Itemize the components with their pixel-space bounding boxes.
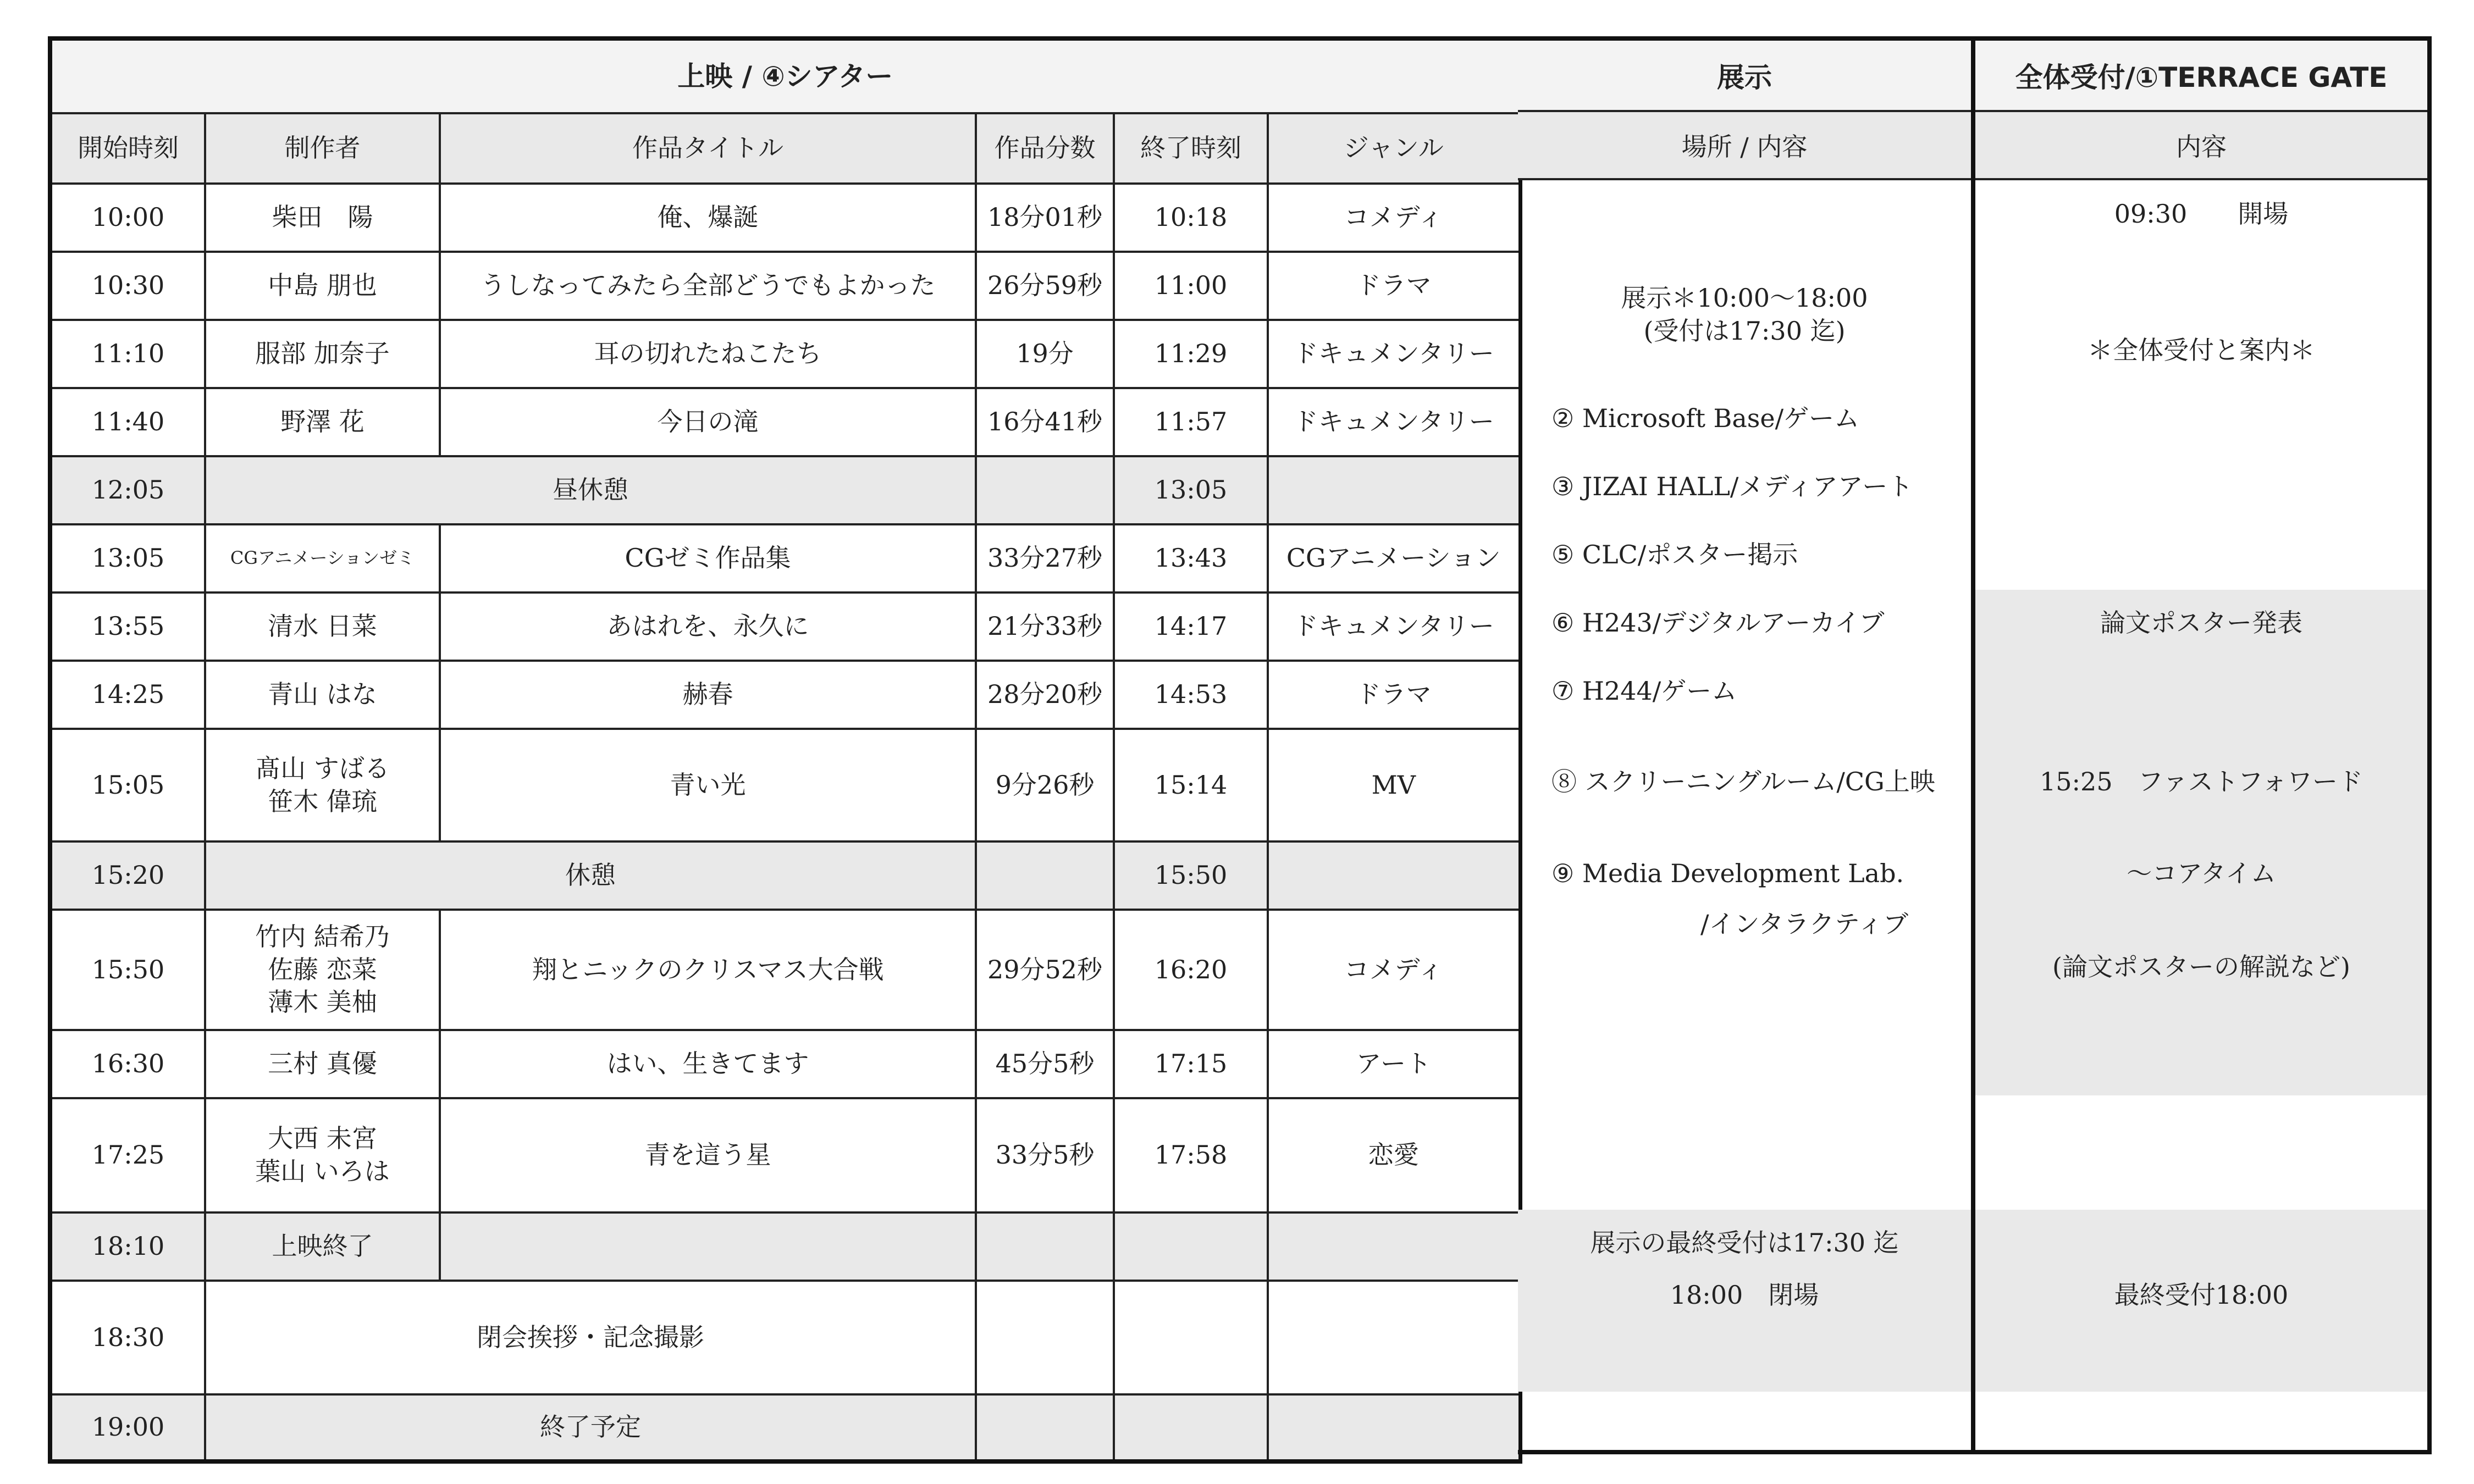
duration: 9分26秒 xyxy=(976,729,1114,841)
work-title: 今日の滝 xyxy=(440,388,976,456)
creator: 柴田 陽 xyxy=(205,184,440,252)
theater-title: 上映 / ④シアター xyxy=(50,38,1520,113)
duration: 28分20秒 xyxy=(976,661,1114,729)
reception-last-entry: 最終受付18:00 xyxy=(2114,1280,2289,1310)
reception-subheader: 内容 xyxy=(1975,112,2427,180)
creator: 中島 朋也 xyxy=(205,252,440,320)
end-time: 11:29 xyxy=(1114,320,1268,388)
genre xyxy=(1268,1394,1520,1461)
duration: 33分27秒 xyxy=(976,524,1114,593)
start-time: 15:50 xyxy=(50,910,205,1030)
work-title: あはれを、永久に xyxy=(440,593,976,661)
duration xyxy=(976,456,1114,524)
core-time: ～コアタイム xyxy=(2127,859,2276,888)
work-title xyxy=(440,1212,976,1281)
start-time: 12:05 xyxy=(50,456,205,524)
event-label: 閉会挨拶・記念撮影 xyxy=(205,1281,976,1394)
venue-item: ⑥ H243/デジタルアーカイブ xyxy=(1551,608,1885,638)
duration: 33分5秒 xyxy=(976,1098,1114,1212)
venue-item: ⑧ スクリーニングルーム/CG上映 xyxy=(1551,767,1935,796)
exhibit-closing: 18:00 閉場 xyxy=(1670,1280,1819,1310)
end-time xyxy=(1114,1394,1268,1461)
genre xyxy=(1268,1212,1520,1281)
genre: 恋愛 xyxy=(1268,1098,1520,1212)
start-time: 16:30 xyxy=(50,1030,205,1098)
schedule-row xyxy=(50,1212,1520,1281)
schedule-row xyxy=(50,320,1520,388)
schedule-row xyxy=(50,729,1520,841)
end-time: 13:43 xyxy=(1114,524,1268,593)
start-time: 18:30 xyxy=(50,1281,205,1394)
schedule-row xyxy=(50,524,1520,593)
venue-item: ⑨ Media Development Lab. xyxy=(1551,859,1904,888)
schedule-row xyxy=(50,184,1520,252)
duration xyxy=(976,1394,1114,1461)
schedule-row xyxy=(50,1281,1520,1394)
start-time: 13:55 xyxy=(50,593,205,661)
work-title: 俺、爆誕 xyxy=(440,184,976,252)
schedule-row xyxy=(50,910,1520,1030)
end-time: 11:00 xyxy=(1114,252,1268,320)
opening-time: 09:30 開場 xyxy=(2114,199,2289,229)
start-time: 10:00 xyxy=(50,184,205,252)
fast-forward: 15:25 ファストフォワード xyxy=(2040,767,2363,796)
genre: コメディ xyxy=(1268,910,1520,1030)
poster-band xyxy=(1975,590,2427,1095)
start-time: 11:10 xyxy=(50,320,205,388)
duration xyxy=(976,841,1114,910)
creator: 服部 加奈子 xyxy=(205,320,440,388)
column-header: 制作者 xyxy=(205,113,440,184)
schedule-row xyxy=(50,388,1520,456)
duration xyxy=(976,1281,1114,1394)
genre: CGアニメーション xyxy=(1268,524,1520,593)
genre: ドキュメンタリー xyxy=(1268,593,1520,661)
schedule-row xyxy=(50,661,1520,729)
work-title: CGゼミ作品集 xyxy=(440,524,976,593)
venue-item: ⑦ H244/ゲーム xyxy=(1551,676,1737,706)
creator: 清水 日菜 xyxy=(205,593,440,661)
genre xyxy=(1268,841,1520,910)
work-title: 赫春 xyxy=(440,661,976,729)
event-label: 昼休憩 xyxy=(205,456,976,524)
start-time: 17:25 xyxy=(50,1098,205,1212)
exhibit-subheader: 場所 / 内容 xyxy=(1518,112,1971,180)
schedule-row xyxy=(50,593,1520,661)
duration: 19分 xyxy=(976,320,1114,388)
creator: CGアニメーションゼミ xyxy=(205,524,440,593)
venue-item: ③ JIZAI HALL/メディアアート xyxy=(1551,472,1913,501)
work-title: うしなってみたら全部どうでもよかった xyxy=(440,252,976,320)
genre: ドラマ xyxy=(1268,252,1520,320)
venue-item: ② Microsoft Base/ゲーム xyxy=(1551,403,1860,433)
genre: MV xyxy=(1268,729,1520,841)
creator: 青山 はな xyxy=(205,661,440,729)
creator: 野澤 花 xyxy=(205,388,440,456)
start-time: 14:25 xyxy=(50,661,205,729)
end-time: 17:15 xyxy=(1114,1030,1268,1098)
genre: コメディ xyxy=(1268,184,1520,252)
column-header: ジャンル xyxy=(1268,113,1520,184)
end-time: 15:50 xyxy=(1114,841,1268,910)
creator: 竹内 結希乃 佐藤 恋菜 薄木 美柚 xyxy=(205,910,440,1030)
duration: 26分59秒 xyxy=(976,252,1114,320)
end-time xyxy=(1114,1212,1268,1281)
end-time: 10:18 xyxy=(1114,184,1268,252)
end-time: 13:05 xyxy=(1114,456,1268,524)
poster-presentation: 論文ポスター発表 xyxy=(2100,608,2302,638)
reception-title: 全体受付/①TERRACE GATE xyxy=(1975,41,2427,112)
genre: ドキュメンタリー xyxy=(1268,388,1520,456)
duration: 18分01秒 xyxy=(976,184,1114,252)
duration: 29分52秒 xyxy=(976,910,1114,1030)
start-time: 18:10 xyxy=(50,1212,205,1281)
end-time: 14:17 xyxy=(1114,593,1268,661)
end-time: 15:14 xyxy=(1114,729,1268,841)
creator: 髙山 すばる 笹木 偉琉 xyxy=(205,729,440,841)
genre: ドラマ xyxy=(1268,661,1520,729)
genre xyxy=(1268,1281,1520,1394)
work-title: はい、生きてます xyxy=(440,1030,976,1098)
theater-schedule-table xyxy=(48,36,1522,1464)
exhibit-last-entry: 展示の最終受付は17:30 迄 xyxy=(1590,1228,1899,1258)
event-label: 終了予定 xyxy=(205,1394,976,1461)
duration: 45分5秒 xyxy=(976,1030,1114,1098)
start-time: 11:40 xyxy=(50,388,205,456)
exhibit-hours: 展示＊10:00〜18:00 xyxy=(1621,283,1868,313)
schedule-row xyxy=(50,1394,1520,1461)
end-time: 14:53 xyxy=(1114,661,1268,729)
venue-item: /インタラクティブ xyxy=(1700,909,1908,939)
venue-item: ⑤ CLC/ポスター掲示 xyxy=(1551,540,1798,569)
genre: アート xyxy=(1268,1030,1520,1098)
work-title: 耳の切れたねこたち xyxy=(440,320,976,388)
exhibit-reception-note: (受付は17:30 迄) xyxy=(1643,316,1846,346)
event-label: 休憩 xyxy=(205,841,976,910)
start-time: 15:20 xyxy=(50,841,205,910)
schedule-row xyxy=(50,841,1520,910)
schedule-row xyxy=(50,1030,1520,1098)
work-title: 翔とニックのクリスマス大合戦 xyxy=(440,910,976,1030)
end-time xyxy=(1114,1281,1268,1394)
end-time: 16:20 xyxy=(1114,910,1268,1030)
reception-column xyxy=(1975,36,2432,1454)
start-time: 13:05 xyxy=(50,524,205,593)
creator: 三村 真優 xyxy=(205,1030,440,1098)
genre xyxy=(1268,456,1520,524)
column-header: 終了時刻 xyxy=(1114,113,1268,184)
exhibit-title: 展示 xyxy=(1518,41,1971,112)
column-header: 作品分数 xyxy=(976,113,1114,184)
column-header: 作品タイトル xyxy=(440,113,976,184)
schedule-row xyxy=(50,1098,1520,1212)
exhibit-column xyxy=(1518,36,1975,1454)
end-time: 17:58 xyxy=(1114,1098,1268,1212)
start-time: 10:30 xyxy=(50,252,205,320)
start-time: 19:00 xyxy=(50,1394,205,1461)
column-header: 開始時刻 xyxy=(50,113,205,184)
creator: 上映終了 xyxy=(205,1212,440,1281)
duration: 21分33秒 xyxy=(976,593,1114,661)
work-title: 青を這う星 xyxy=(440,1098,976,1212)
reception-guide: ＊全体受付と案内＊ xyxy=(2088,335,2315,365)
work-title: 青い光 xyxy=(440,729,976,841)
schedule-row xyxy=(50,252,1520,320)
genre: ドキュメンタリー xyxy=(1268,320,1520,388)
creator: 大西 未宮 葉山 いろは xyxy=(205,1098,440,1212)
start-time: 15:05 xyxy=(50,729,205,841)
duration xyxy=(976,1212,1114,1281)
core-time-note: (論文ポスターの解説など) xyxy=(2052,952,2350,982)
schedule-row xyxy=(50,456,1520,524)
duration: 16分41秒 xyxy=(976,388,1114,456)
end-time: 11:57 xyxy=(1114,388,1268,456)
